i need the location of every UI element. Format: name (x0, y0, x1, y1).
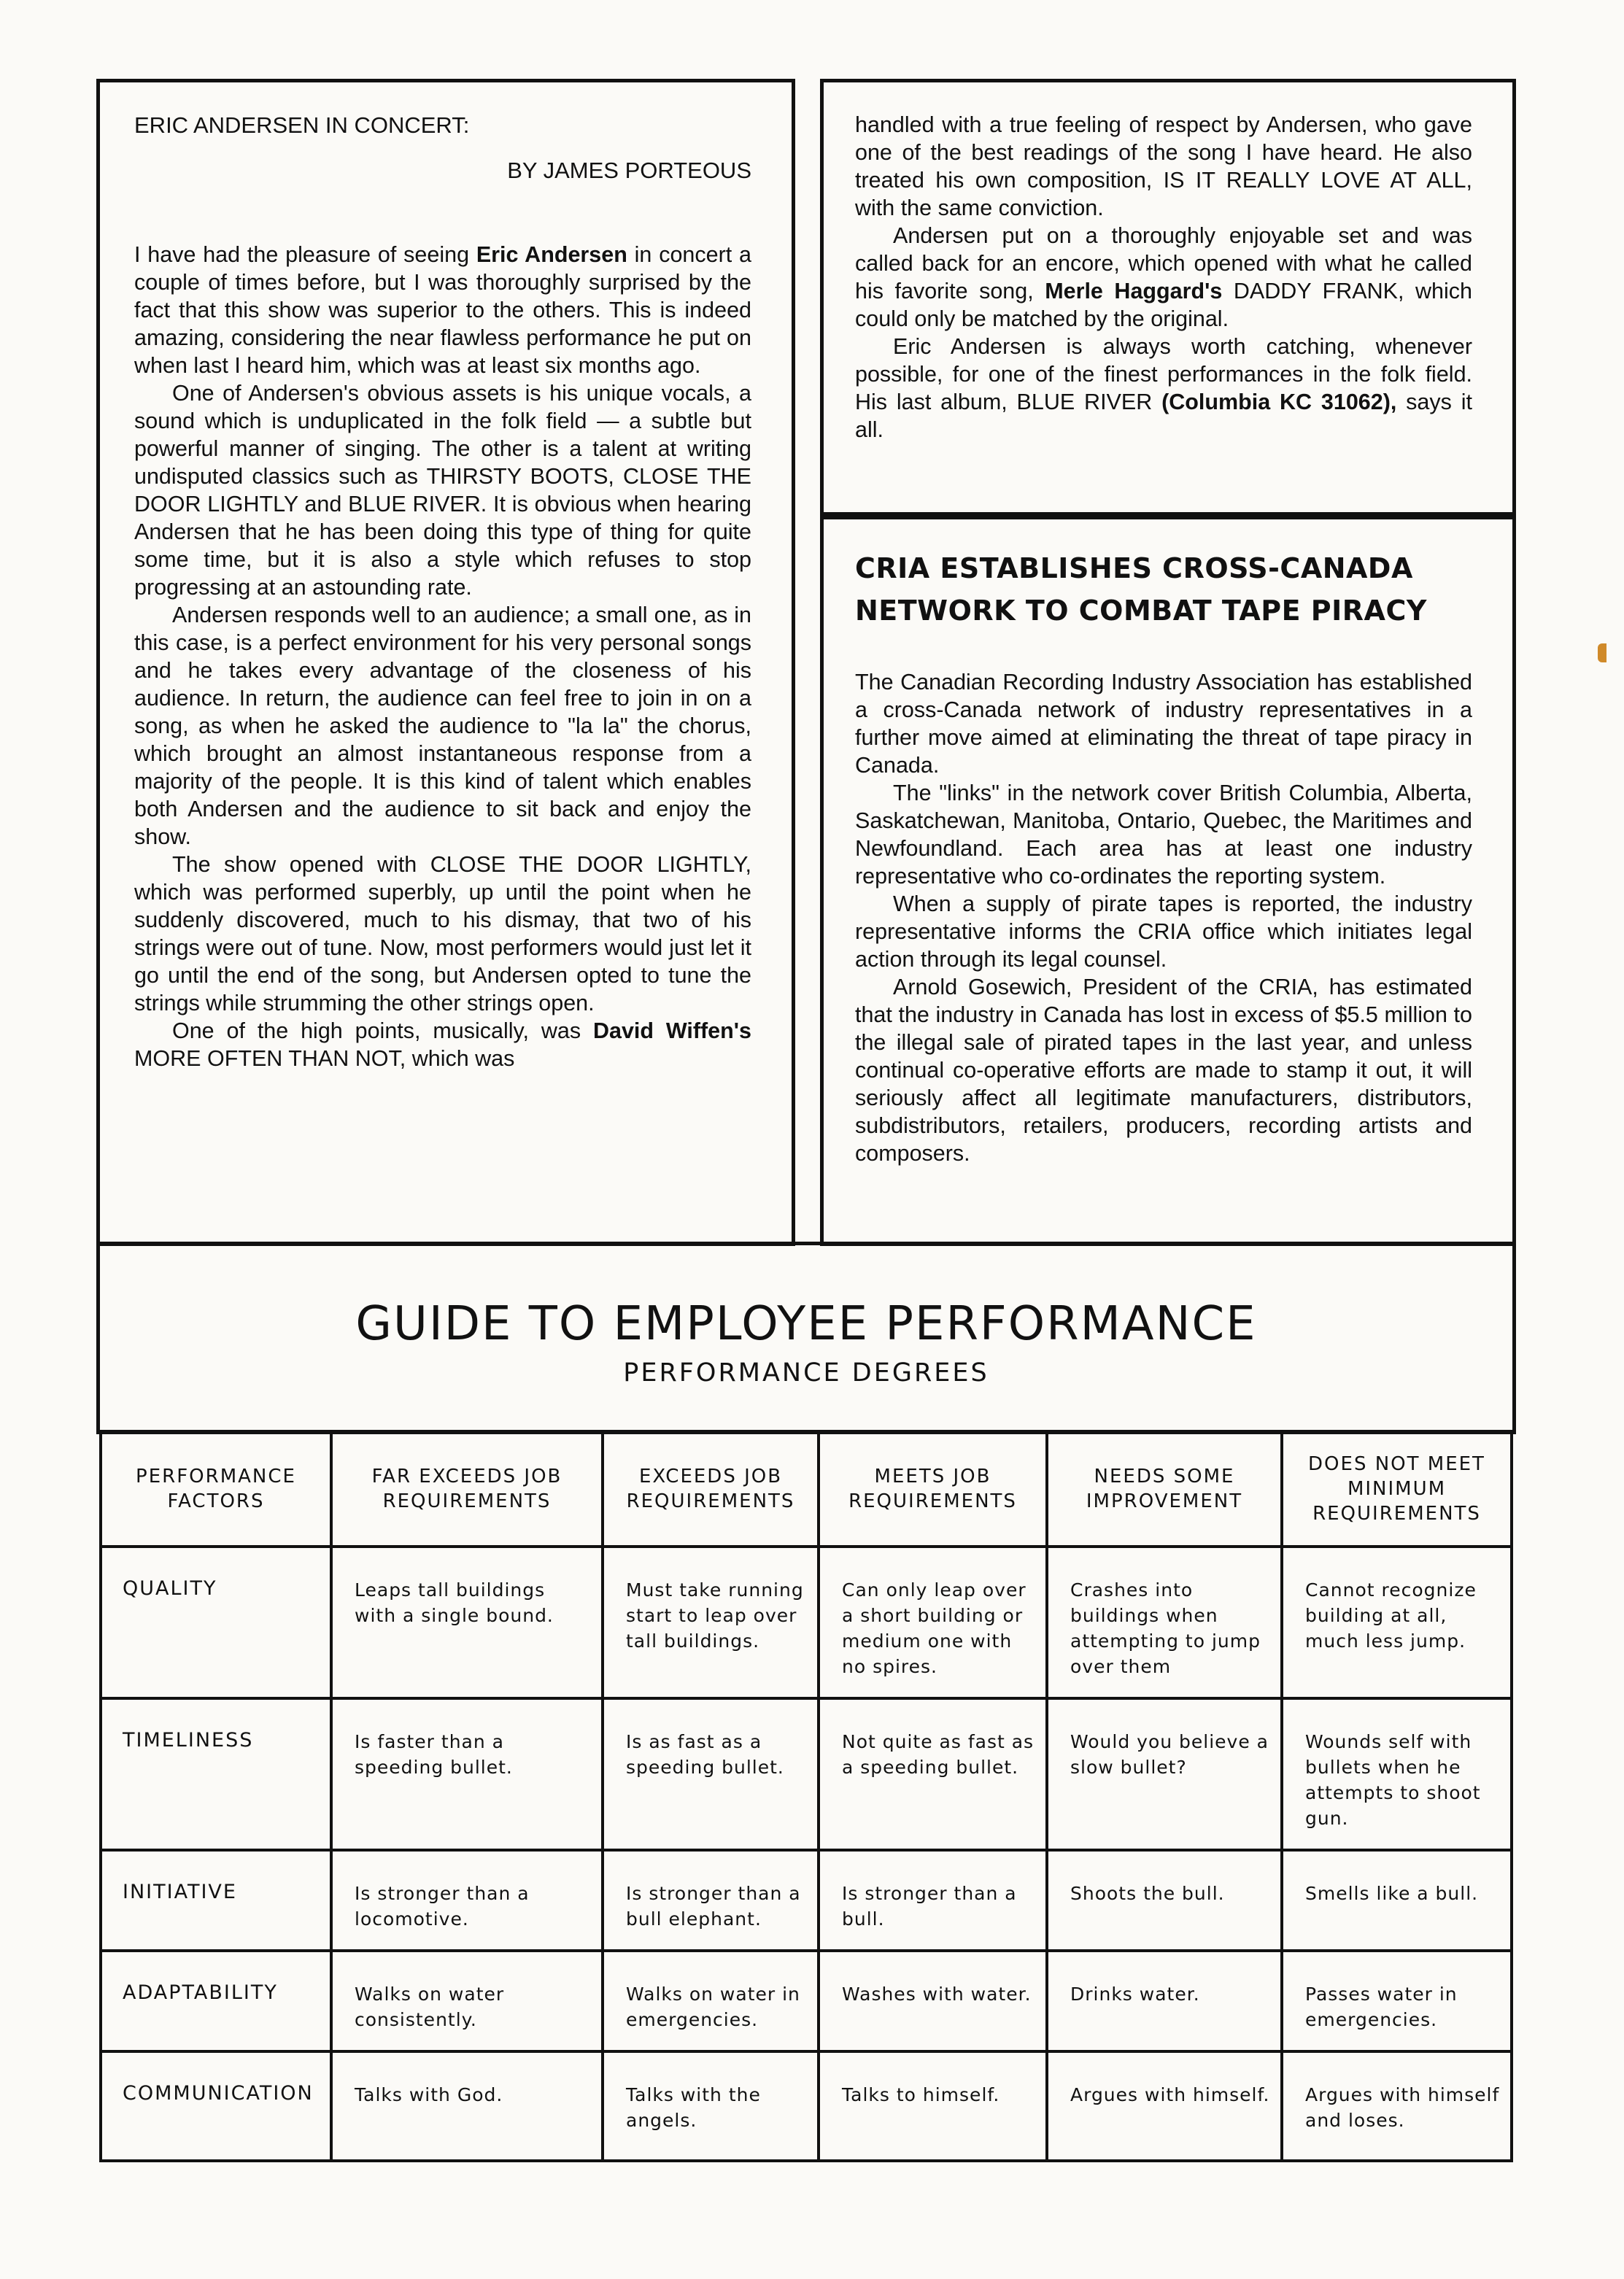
table-cell: Would you believe a slow bullet? (1047, 1698, 1282, 1850)
table-header-row (101, 1431, 1512, 1547)
table-cell: Passes water in emergencies. (1282, 1951, 1512, 2051)
cria-headline-line-2: NETWORK TO COMBAT TAPE PIRACY (855, 595, 1427, 627)
table-cell: Drinks water. (1047, 1951, 1282, 2051)
table-cell: Walks on water in emergencies. (603, 1951, 819, 2051)
table-cell: Is stronger than a locomotive. (331, 1850, 603, 1951)
table-cell: Is as fast as a speeding bullet. (603, 1698, 819, 1850)
performance-factor: ADAPTABILITY (101, 1951, 331, 2051)
table-cell: Argues with himself and loses. (1282, 2051, 1512, 2161)
article-paragraph: The show opened with CLOSE THE DOOR LIGHTLY, which was performed superbly, up until the point when he suddenly discovered, much to his dismay, that two of his strings were out of tune. Now, most performers would just let it go until the end of the song, but Andersen opted to tune the strings while strumming the other strings open. (134, 852, 751, 1015)
table-row (101, 2051, 1512, 2161)
article-paragraph: Andersen responds well to an audience; a small one, as in this case, is a perfect environment for his very personal songs and he takes every advantage of the closeness of his audience. In return, the audience can feel free to join in on a song, as when he asked the audience to "la la" the chorus, which brought an almost instantaneous response from a majority of the people. It is this kind of talent which enables both Andersen and the audience to sit back and enjoy the show. (134, 603, 751, 849)
article-paragraph: Arnold Gosewich, President of the CRIA, has estimated that the industry in Canada has lost in excess of $5.5 million to the illegal sale of pirated tapes in the last year, and unless continual co-operative efforts are made to stamp it out, it will seriously affect all legitimate manufacturers, distributors, subdistributors, retailers, producers, recording artists and composers. (855, 975, 1472, 1166)
cria-headline-line-1: CRIA ESTABLISHES CROSS-CANADA (855, 552, 1413, 584)
table-cell: Not quite as fast as a speeding bullet. (819, 1698, 1047, 1850)
article-paragraph: The Canadian Recording Industry Association has established a cross-Canada network of industry representatives in a further move aimed at eliminating the threat of tape piracy in Canada. (855, 670, 1472, 778)
table-cell: Is stronger than a bull elephant. (603, 1850, 819, 1951)
performance-factor: TIMELINESS (101, 1698, 331, 1850)
article-paragraph: I have had the pleasure of seeing Eric Andersen in concert a couple of times before, but I was thoroughly surprised by the fact that this show was superior to the others. This is indeed amazing, considering the near flawless performance he put on when last I heard him, which was at least six months ago. (134, 242, 751, 378)
table-cell: Talks with the angels. (603, 2051, 819, 2161)
table-cell: Walks on water consistently. (331, 1951, 603, 2051)
table-cell: Shoots the bull. (1047, 1850, 1282, 1951)
table-cell: Cannot recognize building at all, much less jump. (1282, 1547, 1512, 1698)
article-paragraph: One of the high points, musically, was David Wiffen's MORE OFTEN THAN NOT, which was (134, 1018, 751, 1071)
column-header: NEEDS SOME IMPROVEMENT (1047, 1431, 1282, 1547)
right-continuation (855, 111, 1472, 444)
performance-factor: COMMUNICATION (101, 2051, 331, 2161)
table-cell: Talks to himself. (819, 2051, 1047, 2161)
performance-factor: INITIATIVE (101, 1850, 331, 1951)
left-article (134, 111, 751, 1072)
guide-subtitle: PERFORMANCE DEGREES (623, 1358, 989, 1388)
article-title: ERIC ANDERSEN IN CONCERT: (134, 112, 470, 138)
guide-title: GUIDE TO EMPLOYEE PERFORMANCE (355, 1297, 1257, 1351)
table-cell: Wounds self with bullets when he attempts to shoot gun. (1282, 1698, 1512, 1850)
table-cell: Argues with himself. (1047, 2051, 1282, 2161)
table-cell: Can only leap over a short building or medium one with no spires. (819, 1547, 1047, 1698)
table-cell: Is faster than a speeding bullet. (331, 1698, 603, 1850)
margin-tab-mark (1598, 643, 1606, 662)
cria-article (855, 547, 1472, 1167)
column-header: FAR EXCEEDS JOB REQUIREMENTS (331, 1431, 603, 1547)
table-cell: Leaps tall buildings with a single bound. (331, 1547, 603, 1698)
article-paragraph: When a supply of pirate tapes is reported, the industry representative informs the CRIA office which initiates legal action through its legal counsel. (855, 891, 1472, 972)
table-row (101, 1951, 1512, 2051)
table-row (101, 1850, 1512, 1951)
column-header: PERFORMANCE FACTORS (101, 1431, 331, 1547)
table-cell: Is stronger than a bull. (819, 1850, 1047, 1951)
column-header: MEETS JOB REQUIREMENTS (819, 1431, 1047, 1547)
column-header: DOES NOT MEET MINIMUM REQUIREMENTS (1282, 1431, 1512, 1547)
article-paragraph: One of Andersen's obvious assets is his unique vocals, a sound which is unduplicated in the folk field — a subtle but powerful manner of singing. The other is a talent at writing undisputed classics such as THIRSTY BOOTS, CLOSE THE DOOR LIGHTLY and BLUE RIVER. It is obvious when hearing Andersen that he has been doing this type of thing for quite some time, but it is also a style which refuses to stop progressing at an astounding rate. (134, 381, 751, 600)
table-row (101, 1547, 1512, 1698)
article-paragraph: handled with a true feeling of respect by Andersen, who gave one of the best readings of the song I have heard. He also treated his own composition, IS IT REALLY LOVE AT ALL, with the same conviction. (855, 112, 1472, 220)
performance-factor: QUALITY (101, 1547, 331, 1698)
table-cell: Washes with water. (819, 1951, 1047, 2051)
article-byline: BY JAMES PORTEOUS (507, 158, 751, 183)
article-paragraph: Andersen put on a thoroughly enjoyable set and was called back for an encore, which opened with what he called his favorite song, Merle Haggard's DADDY FRANK, which could only be matched by the original. (855, 223, 1472, 331)
table-cell: Crashes into buildings when attempting to jump over them (1047, 1547, 1282, 1698)
article-paragraph: Eric Andersen is always worth catching, whenever possible, for one of the finest performances in the folk field. His last album, BLUE RIVER (Columbia KC 31062), says it all. (855, 334, 1472, 442)
column-header: EXCEEDS JOB REQUIREMENTS (603, 1431, 819, 1547)
table-row (101, 1698, 1512, 1850)
article-paragraph: The "links" in the network cover British Columbia, Alberta, Saskatchewan, Manitoba, Ontario, Quebec, the Maritimes and Newfoundland. Each area has at least one industry representative who co-ordinates the reporting system. (855, 781, 1472, 889)
table-cell: Smells like a bull. (1282, 1850, 1512, 1951)
performance-table (99, 1430, 1513, 2162)
table-cell: Must take running start to leap over tall buildings. (603, 1547, 819, 1698)
table-cell: Talks with God. (331, 2051, 603, 2161)
